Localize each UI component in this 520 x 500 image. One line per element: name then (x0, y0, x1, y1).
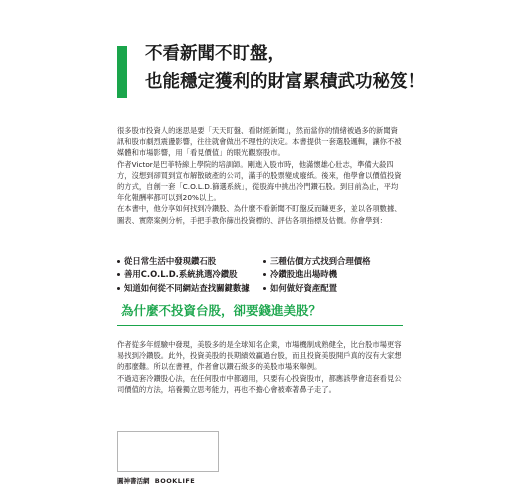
bullet-icon (117, 260, 120, 263)
learning-point: 善用C.O.L.D.系統挑選冷鑽股 (117, 268, 250, 281)
learning-point: 冷鑽股進出場時機 (263, 268, 371, 281)
publisher-logo (117, 476, 195, 485)
barcode-placeholder-box (117, 431, 219, 472)
bullet-icon (263, 287, 266, 290)
learning-point: 三種估價方式找到合理價格 (263, 255, 371, 268)
bullet-icon (117, 287, 120, 290)
section-heading (117, 302, 403, 326)
section-2-paragraph: 不過這套冷鑽股心法，在任何股市中都適用，只要有心投資股市，都應該學會這套看見公司價值的方法，培養獨立思考能力，再也不擔心會被牽著鼻子走了。 (117, 373, 402, 394)
intro-paragraph: 在本書中，他分享如何找到冷鑽股、為什麼不看新聞不盯盤反而賺更多，並以各項數據、圖表、實際案例分析，手把手教你篩出投資標的、評估各項指標及估價。你會學到： (117, 204, 402, 225)
section-heading-rule (117, 325, 403, 326)
learning-point: 如何做好資產配置 (263, 282, 371, 295)
bullet-icon (263, 260, 266, 263)
headline-block (117, 42, 425, 100)
intro-paragraph: 作者Victor是巴菲特線上學院的培訓師。剛進入股市時，他滿懷雄心壯志，準備大殺四方，沒想到卻買到宣布解散破產的公司，滿手的股票變成廢紙。後來，他學會以價值投資的方式，自創一套「C.O.L.D.篩選系統」，從股海中挑出冷門鑽石股。到目前為止，平均年化報酬率都可以到20%以上。 (117, 159, 402, 203)
headline (145, 42, 425, 94)
section-heading-text: 為什麼不投資台股，卻要錢進美股？ (121, 303, 322, 318)
learning-points-left-column (117, 255, 250, 295)
publisher-name-english: BOOKLIFE (154, 477, 196, 485)
bullet-icon (263, 273, 266, 276)
headline-accent-bar (117, 46, 127, 98)
publisher-name-chinese: 圓神書活網 (117, 477, 150, 485)
learning-points-right-column (263, 255, 371, 295)
bullet-icon (117, 273, 120, 276)
intro-paragraph: 很多股市投資人的迷思是要「天天盯盤、看財經新聞」，然而當你的情緒被過多的新聞資訊和股市劇烈震盪影響，往往就會做出不理性的決定。本書提供一套選股邏輯，讓你不被媒體和市場影響，用「看見價值」的眼光觀察股市。 (117, 126, 402, 158)
section-2-paragraph: 作者從多年經驗中發現，美股多的是全球知名企業，市場機制成熟健全，比台股市場更容易找到冷鑽股。此外，投資美股的長期績效贏過台股，而且投資美股開戶真的沒有大家想的那麼難。所以在書裡，作者會以鑽石級多的美股市場來舉例。 (117, 340, 402, 372)
headline-line-1: 不看新聞不盯盤， (145, 44, 285, 64)
learning-point: 知道如何從不同網站查找關鍵數據 (117, 282, 250, 295)
section-2-text (117, 339, 402, 395)
intro-text (117, 125, 402, 226)
learning-point: 從日常生活中發現鑽石股 (117, 255, 250, 268)
headline-line-2: 也能穩定獲利的財富累積武功秘笈！ (145, 72, 425, 92)
